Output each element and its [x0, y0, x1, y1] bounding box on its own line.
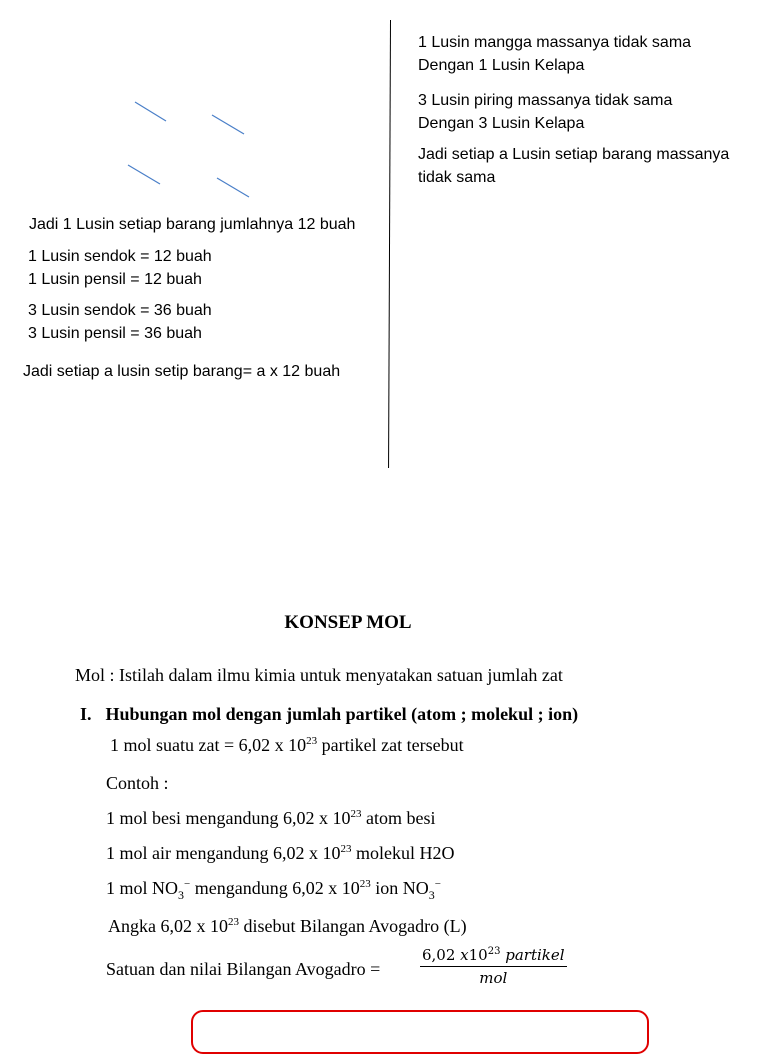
highlight-box: [191, 1010, 649, 1054]
numerator-base: 10: [468, 946, 488, 964]
section-number: I.: [80, 704, 92, 724]
example-besi: [106, 807, 435, 830]
fraction-numerator: [420, 946, 567, 967]
stroke-3: [128, 165, 160, 184]
diagonal-strokes: [0, 0, 300, 220]
stroke-1: [135, 102, 166, 121]
numerator-unit: partikel: [500, 946, 565, 964]
example-nitrate: [106, 877, 441, 900]
contoh-label: Contoh :: [106, 773, 169, 793]
nitrate-subscript-2: 3: [428, 888, 435, 902]
nitrate-text-ion: ion NO: [370, 878, 429, 898]
example-besi-text: 1 mol besi mengandung 6,02 x 10: [106, 808, 351, 828]
left-sendok-1: 1 Lusin sendok = 12 buah: [28, 248, 212, 265]
column-divider: [388, 20, 391, 468]
example-air-text: 1 mol air mengandung 6,02 x 10: [106, 843, 341, 863]
example-besi-exponent: 23: [350, 808, 362, 820]
numerator-value: 6,02: [422, 946, 461, 964]
right-p3-line1: Jadi setiap a Lusin setiap barang massanya: [418, 146, 730, 163]
right-p2-line2: Dengan 3 Lusin Kelapa: [418, 115, 585, 132]
left-summary: Jadi 1 Lusin setiap barang jumlahnya 12 buah: [29, 216, 356, 233]
avogadro-fraction: [420, 946, 567, 987]
nitrate-exponent: 23: [359, 878, 371, 890]
left-sendok-3: 3 Lusin sendok = 36 buah: [28, 302, 212, 319]
rule-exponent: 23: [306, 735, 318, 747]
nitrate-charge: −: [184, 878, 191, 890]
page-title: KONSEP MOL: [284, 612, 412, 633]
nitrate-text-mid: mengandung 6,02 x 10: [190, 878, 360, 898]
section-title: Hubungan mol dengan jumlah partikel (atom ; molekul ; ion): [105, 704, 579, 724]
right-p1-line1: 1 Lusin mangga massanya tidak sama: [418, 34, 692, 51]
stroke-2: [212, 115, 244, 134]
avogadro-text-end: disebut Bilangan Avogadro (L): [239, 916, 467, 936]
avogadro-text: Angka 6,02 x 10: [108, 916, 228, 936]
satuan-label: Satuan dan nilai Bilangan Avogadro =: [106, 959, 381, 979]
rule-text-end: partikel zat tersebut: [317, 735, 464, 755]
right-p1-line2: Dengan 1 Lusin Kelapa: [418, 57, 585, 74]
fraction-denominator: mol: [479, 969, 508, 987]
numerator-times: x: [460, 946, 469, 964]
example-air-exponent: 23: [340, 843, 352, 855]
mol-rule: [110, 734, 464, 757]
left-conclusion: Jadi setiap a lusin setip barang= a x 12 buah: [23, 363, 341, 380]
mol-definition: Mol : Istilah dalam ilmu kimia untuk menyatakan satuan jumlah zat: [75, 665, 563, 685]
nitrate-charge-2: −: [434, 878, 441, 890]
rule-text: 1 mol suatu zat = 6,02 x 10: [110, 735, 307, 755]
numerator-exponent: 23: [487, 946, 501, 957]
left-pensil-3: 3 Lusin pensil = 36 buah: [28, 325, 202, 342]
example-air-end: molekul H2O: [351, 843, 455, 863]
nitrate-subscript: 3: [178, 888, 184, 902]
right-p3-line2: tidak sama: [418, 169, 496, 186]
example-besi-end: atom besi: [361, 808, 436, 828]
stroke-4: [217, 178, 249, 197]
avogadro-exponent: 23: [228, 916, 239, 928]
section-heading: [80, 703, 578, 726]
avogadro-statement: [108, 915, 467, 938]
right-p2-line1: 3 Lusin piring massanya tidak sama: [418, 92, 673, 109]
example-air: [106, 842, 454, 865]
left-pensil-1: 1 Lusin pensil = 12 buah: [28, 271, 202, 288]
nitrate-text: 1 mol NO: [106, 878, 178, 898]
